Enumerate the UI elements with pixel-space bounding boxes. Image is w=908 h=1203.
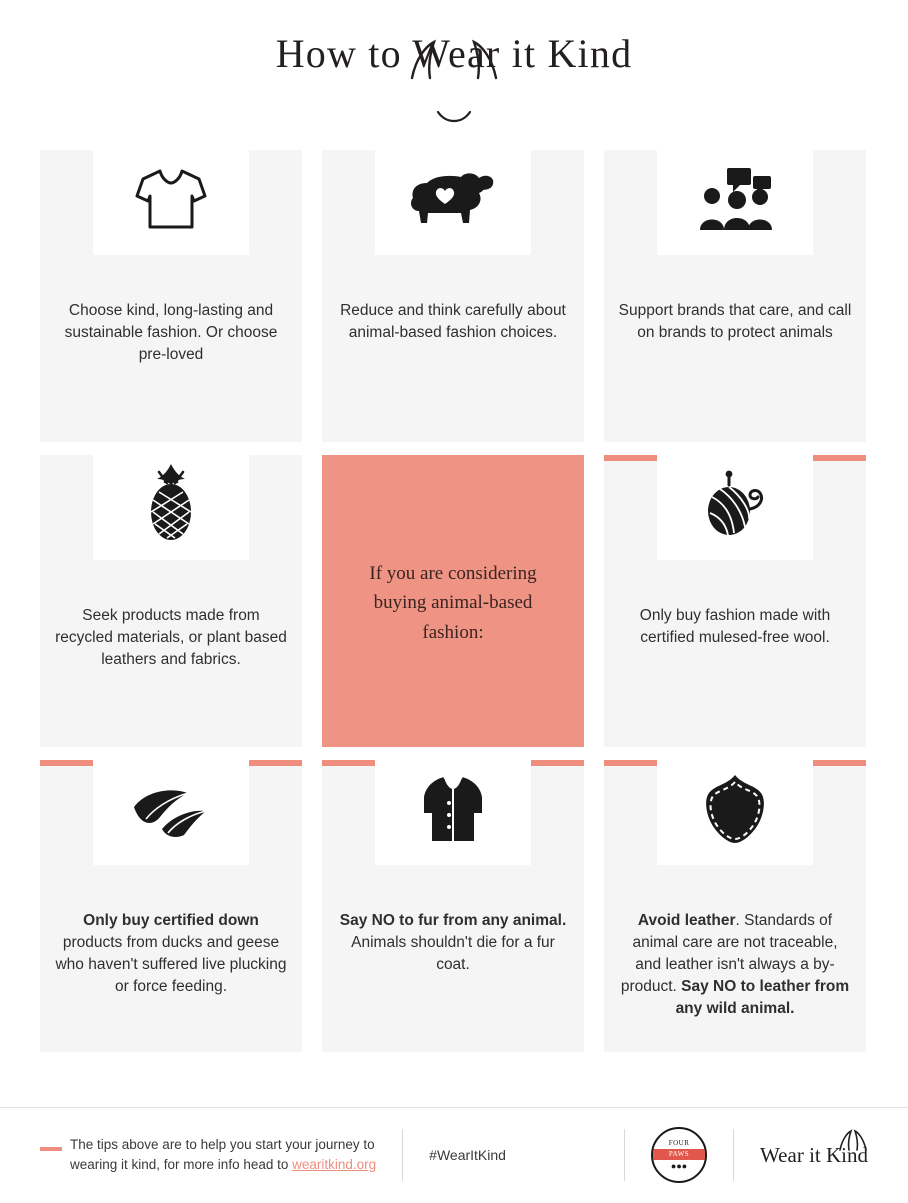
website-link[interactable]: wearitkind.org [292, 1157, 377, 1172]
icon-card [93, 753, 249, 865]
accent-dash-icon [40, 1147, 62, 1151]
leather-hide-icon [703, 773, 767, 845]
footer-divider-3 [733, 1129, 734, 1181]
icon-card [657, 448, 813, 560]
page-header [0, 0, 908, 126]
cat-ears-small-icon [834, 1128, 872, 1154]
tip-text: Seek products made from recycled materials, or plant based leathers and fabrics. [55, 607, 287, 668]
icon-card [375, 753, 531, 865]
tip-card-recycled-materials [40, 455, 302, 747]
page-title-text: How to Wear it Kind [275, 31, 633, 76]
footer-note-line1: The tips above are to help you start your journey to [70, 1137, 375, 1153]
page-title [276, 30, 633, 77]
icon-card [657, 143, 813, 255]
tip-card-no-fur [322, 760, 584, 1052]
wool-yarn-icon [698, 469, 772, 539]
tip-text: Avoid leather. Standards of animal care are not traceable, and leather isn't always a by-product. Say NO to leather from any wild animal. [620, 912, 850, 1017]
tip-text: Say NO to fur from any animal. Animals shouldn't die for a fur coat. [339, 912, 567, 973]
footer-divider-2 [624, 1129, 625, 1181]
footer-divider-1 [402, 1129, 403, 1181]
icon-card [93, 143, 249, 255]
brand-logo [760, 1143, 868, 1168]
tip-text: Only buy certified down products from ducks and geese who haven't suffered live plucking or force feeding. [55, 912, 287, 995]
tip-text: Only buy fashion made with certified mulesed-free wool. [639, 607, 831, 646]
tips-grid [40, 150, 866, 1052]
tshirt-icon [133, 166, 209, 232]
tip-card-mulesed-free-wool [604, 455, 866, 747]
sheep-icon [407, 169, 499, 229]
four-paws-logo [651, 1127, 707, 1183]
hashtag-text: #WearItKind [429, 1147, 506, 1163]
brand-text: Wear it Kind [760, 1142, 868, 1167]
icon-card [93, 448, 249, 560]
feathers-icon [128, 779, 214, 839]
tip-text: Support brands that care, and call on brands to protect animals [618, 302, 852, 341]
footer-note-line2: wearing it kind, for more info head to [70, 1157, 293, 1172]
page-footer [0, 1107, 908, 1203]
logo-mid-text: PAWS [653, 1149, 705, 1160]
tip-card-avoid-leather [604, 760, 866, 1052]
tip-card-support-brands [604, 150, 866, 442]
fur-coat-icon [420, 773, 486, 845]
tip-text: Choose kind, long-lasting and sustainable fashion. Or choose pre-loved [64, 302, 278, 363]
logo-top-text: FOUR [668, 1138, 690, 1147]
people-speech-icon [697, 166, 773, 232]
tip-card-reduce-rethink [322, 150, 584, 442]
pineapple-icon [141, 462, 201, 546]
accent-panel-text: If you are considering buying animal-based fashion: [369, 563, 537, 643]
footer-note [70, 1135, 376, 1174]
tip-card-considering-animal-based [322, 455, 584, 747]
icon-card [657, 753, 813, 865]
paw-icon: ●●● [670, 1160, 688, 1171]
tip-text: Reduce and think carefully about animal-based fashion choices. [340, 302, 566, 341]
tip-card-certified-down [40, 760, 302, 1052]
icon-card [375, 143, 531, 255]
tip-card-choose-kind [40, 150, 302, 442]
